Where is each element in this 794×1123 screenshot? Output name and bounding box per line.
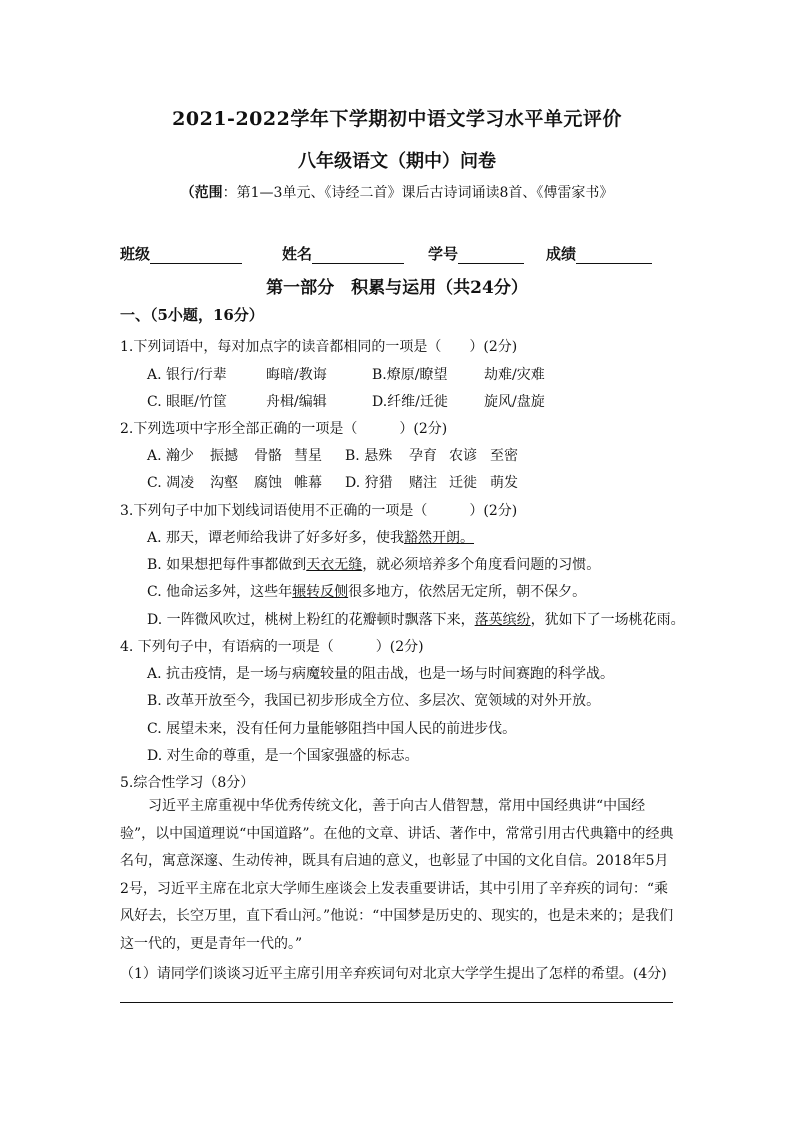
q3-option-b (147, 554, 600, 574)
scope-label: （范围 (180, 185, 223, 201)
q3-c-text: C. 他命运多舛，这些年 (147, 584, 293, 600)
exam-scope (0, 182, 794, 202)
number-blank[interactable] (458, 247, 524, 264)
q5-passage: 习近平主席重视中华优秀传统文化，善于向古人借智慧，常用中国经典讲“中国经验”，以中国道理说“中国道路”。在他的文章、讲话、著作中，常常引用古代典籍中的经典名句，寓意深邃、生动传神，既具有启迪的意义，也彰显了中国的文化自信。2018年5月2号，习近平主席在北京大学师生座谈会上发表重要讲话，其中引用了辛弃疾的词句：“乘风好去，长空万里，直下看山河。”他说：“中国梦是历史的、现实的，也是未来的；是我们这一代的，更是青年一代的。” (120, 798, 674, 952)
q1-option-c2: 舟楫/编辑 (266, 394, 327, 410)
name-label: 姓名 (282, 245, 313, 263)
q2-d-3: 迁徙 (449, 475, 477, 491)
q4-option-c: C. 展望未来，没有任何力量能够阻挡中国人民的前进步伐。 (147, 721, 517, 737)
q3-b-text: B. 如果想把每件事都做到 (147, 557, 307, 573)
q2-c-2: 沟壑 (210, 475, 238, 491)
answer-line[interactable] (120, 1002, 673, 1003)
class-label: 班级 (120, 245, 151, 263)
name-blank[interactable] (312, 247, 404, 264)
q4-option-d: D. 对生命的尊重，是一个国家强盛的标志。 (147, 748, 419, 764)
q2-b-4: 至密 (490, 448, 518, 464)
q2-b-3: 农谚 (449, 448, 477, 464)
q1-option-a2: 晦暗/教诲 (266, 367, 327, 383)
q3-option-c (147, 581, 586, 601)
q3-option-d (147, 609, 685, 629)
class-blank[interactable] (150, 247, 242, 264)
q2-c-4: 帷幕 (294, 475, 322, 491)
q1-option-d: D.纤维/迁徙 (372, 394, 448, 410)
q3-b-tail: ，就必须培养多个角度看问题的习惯。 (362, 557, 601, 573)
q3-option-a (147, 527, 474, 547)
exam-subtitle: 八年级语文（期中）问卷 (298, 151, 496, 172)
q2-a-1: A. 瀚少 (147, 448, 195, 464)
q3-c-underlined: 辗转反侧 (292, 584, 349, 600)
question-4-stem: 4. 下列句子中，有语病的一项是（ ）(2分) (120, 639, 424, 655)
q1-option-a: A. 银行/行辈 (147, 367, 227, 383)
question-2-stem: 2.下列选项中字形全部正确的一项是（ ）(2分) (120, 421, 448, 437)
q2-d-1: D. 狩猎 (345, 475, 393, 491)
q3-b-underlined: 天衣无缝 (306, 557, 363, 573)
exam-title: 2021-2022学年下学期初中语文学习水平单元评价 (172, 108, 622, 130)
score-blank[interactable] (576, 247, 652, 264)
part-title: 第一部分 积累与运用（共24分） (266, 278, 528, 298)
question-3-stem: 3.下列句子中加下划线词语使用不正确的一项是（ ）(2分) (120, 503, 518, 519)
q3-a-text: A. 那天，谭老师给我讲了好多好多，使我 (147, 530, 405, 546)
q3-a-underlined: 豁然开朗。 (404, 530, 475, 546)
q1-option-d2: 旋风/盘旋 (484, 394, 545, 410)
number-label: 学号 (428, 245, 459, 263)
q2-c-1: C. 凋凌 (147, 475, 195, 491)
section-title: 一、（5小题，16分） (120, 306, 264, 324)
q2-c-3: 腐蚀 (254, 475, 282, 491)
q2-d-2: 赌注 (409, 475, 437, 491)
q2-d-4: 萌发 (490, 475, 518, 491)
q1-option-c: C. 眼眶/竹筐 (147, 394, 227, 410)
name-field[interactable] (282, 243, 404, 264)
q5-subquestion-1: （1）请同学们谈谈习近平主席引用辛弃疾词句对北京大学学生提出了怎样的希望。(4分) (120, 966, 667, 982)
score-label: 成绩 (546, 245, 577, 263)
q2-a-4: 彗星 (294, 448, 322, 464)
q3-d-text: D. 一阵微风吹过，桃树上粉红的花瓣顿时飘落下来， (147, 612, 475, 628)
q2-b-2: 孕育 (409, 448, 437, 464)
number-field[interactable] (428, 243, 524, 264)
q1-option-b: B.燎原/瞭望 (372, 367, 448, 383)
scope-text: ：第1—3单元、《诗经二首》课后古诗词诵读8首、《傅雷家书》 (222, 185, 614, 201)
q1-option-b2: 劫难/灾难 (484, 367, 545, 383)
q2-b-1: B. 悬殊 (345, 448, 393, 464)
q2-a-2: 振撼 (210, 448, 238, 464)
score-field[interactable] (546, 243, 652, 264)
question-1-stem: 1.下列词语中，每对加点字的读音都相同的一项是（ ）(2分) (120, 339, 518, 355)
q3-d-tail: ，犹如下了一场桃花雨。 (530, 612, 685, 628)
q3-d-underlined: 落英缤纷 (474, 612, 531, 628)
q4-option-a: A. 抗击疫情，是一场与病魔较量的阻击战，也是一场与时间赛跑的科学战。 (147, 666, 615, 682)
q4-option-b: B. 改革开放至今，我国已初步形成全方位、多层次、宽领域的对外开放。 (147, 693, 601, 709)
question-5-stem: 5.综合性学习（8分） (120, 775, 255, 791)
q3-c-tail: 很多地方，依然居无定所，朝不保夕。 (348, 584, 587, 600)
q2-a-3: 骨骼 (254, 448, 282, 464)
class-field[interactable] (120, 243, 242, 264)
